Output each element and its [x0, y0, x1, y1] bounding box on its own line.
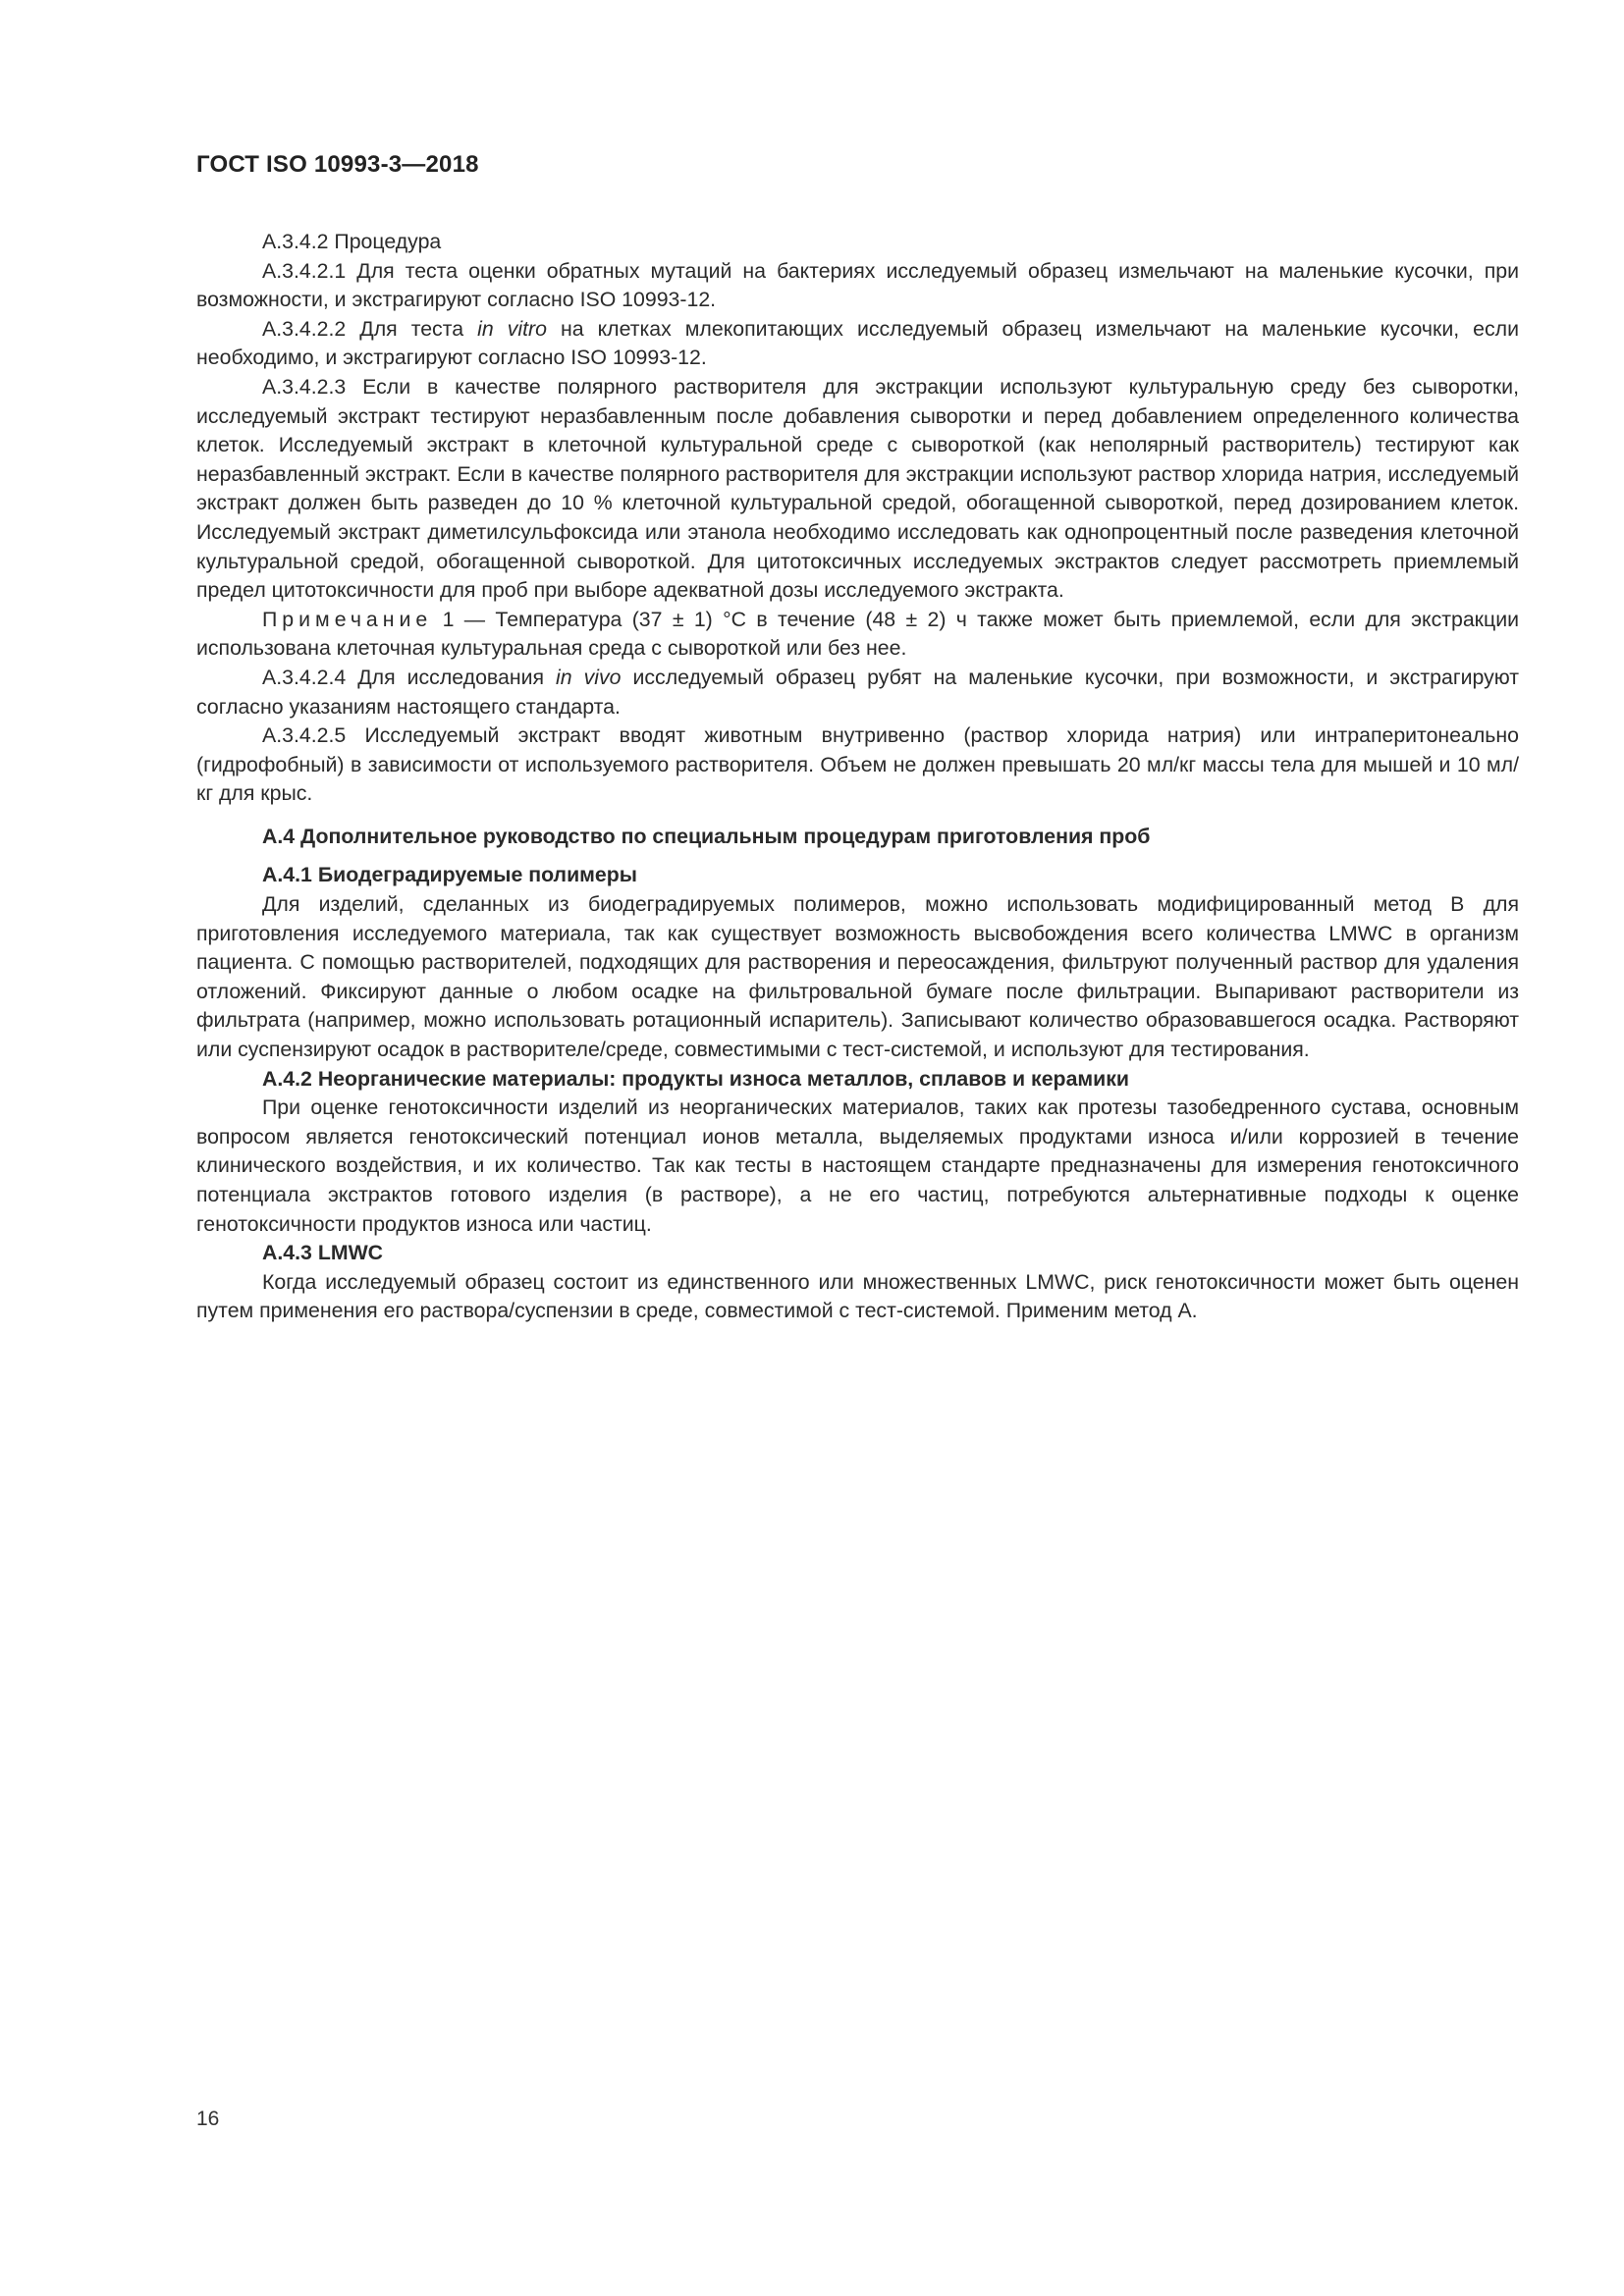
paragraph-a43: Когда исследуемый образец состоит из единственного или множественных LMWC, риск генотоксичности может быть оценен путем применения его раствора/суспензии в среде, совместимой с тест-системой. Применим метод А. [196, 1269, 1519, 1323]
paragraph-a3422-italic: in vitro [477, 316, 547, 341]
paragraph-a3422-pre: А.3.4.2.2 Для теста [262, 316, 478, 341]
section-a43-heading: А.4.3 LMWC [262, 1241, 384, 1265]
note-text: 1 — Температура (37 ± 1) °С в течение (48 ± 2) ч также может быть приемлемой, если для экстракции использована клеточная культуральная среда с сывороткой или без нее. [196, 607, 1519, 661]
paragraph-a3424-italic: in vivo [556, 665, 622, 689]
paragraph-a3423: А.3.4.2.3 Если в качестве полярного растворителя для экстракции используют культуральную среду без сыворотки, исследуемый экстракт тестируют неразбавленным после добавления сыворотки и перед добавлением определенного количества клеток. Исследуемый экстракт в клеточной культуральной среде с сывороткой (как неполярный растворитель) тестируют как неразбавленный экстракт. Если в качестве полярного растворителя для экстракции используют раствор хлорида натрия, исследуемый экстракт должен быть разведен до 10 % клеточной культуральной средой, обогащенной сывороткой, перед дозированием клеток. Исследуемый экстракт диметилсульфоксида или этанола необходимо исследовать как однопроцентный после разведения клеточной культуральной средой, обогащенной сывороткой. Для цитотоксичных исследуемых экстрактов следует рассмотреть приемлемый предел цитотоксичности для проб при выборе адекватной дозы исследуемого экстракта. [196, 374, 1519, 603]
document-body [196, 228, 1519, 1326]
section-a41-heading: А.4.1 Биодеградируемые полимеры [262, 863, 637, 887]
section-a342-title: А.3.4.2 Процедура [262, 230, 442, 253]
paragraph-a3424-post: исследуемый образец рубят на маленькие кусочки, при возможности, и экстрагируют согласно указаниям настоящего стандарта. [196, 665, 1519, 719]
document-header: ГОСТ ISO 10993-3—2018 [196, 151, 479, 178]
paragraph-a41: Для изделий, сделанных из биодеградируемых полимеров, можно использовать модифицированный метод В для приготовления исследуемого материала, так как существует возможность высвобождения всего количества LMWC в организм пациента. С помощью растворителей, подходящих для растворения и переосаждения, фильтруют полученный раствор для удаления отложений. Фиксируют данные о любом осадке на фильтровальной бумаге после фильтрации. Выпаривают растворители из фильтрата (например, можно использовать ротационный испаритель). Записывают количество образовавшегося осадка. Растворяют или суспензируют осадок в растворителе/среде, совместимыми с тест-системой, и используют для тестирования. [196, 892, 1519, 1062]
paragraph-a42: При оценке генотоксичности изделий из неорганических материалов, таких как протезы тазобедренного сустава, основным вопросом является генотоксический потенциал ионов металла, выделяемых продуктами износа и/или коррозией в течение клинического воздействия, и их количество. Так как тесты в настоящем стандарте предназначены для измерения генотоксичного потенциала экстрактов готового изделия (в растворе), а не его частиц, потребуются альтернативные подходы к оценке генотоксичности продуктов износа или частиц. [196, 1095, 1519, 1236]
paragraph-a3421: А.3.4.2.1 Для теста оценки обратных мутаций на бактериях исследуемый образец измельчают на маленькие кусочки, при возможности, и экстрагируют согласно ISO 10993-12. [196, 258, 1519, 312]
page-number: 16 [196, 2108, 220, 2130]
note-1 [196, 606, 1519, 664]
paragraph-a3424 [196, 664, 1519, 721]
note-label: Примечание [262, 607, 433, 631]
paragraph-a3425: А.3.4.2.5 Исследуемый экстракт вводят животным внутривенно (раствор хлорида натрия) или интраперитонеально (гидрофобный) в зависимости от используемого растворителя. Объем не должен превышать 20 мл/кг массы тела для мышей и 10 мл/кг для крыс. [196, 723, 1519, 806]
section-a42-heading: А.4.2 Неорганические материалы: продукты износа металлов, сплавов и керамики [262, 1066, 1130, 1091]
paragraph-a3422 [196, 315, 1519, 373]
section-a4-heading: А.4 Дополнительное руководство по специальным процедурам приготовления проб [262, 824, 1151, 848]
paragraph-a3422-post: на клетках млекопитающих исследуемый образец измельчают на маленькие кусочки, если необходимо, и экстрагируют согласно ISO 10993-12. [196, 316, 1519, 370]
paragraph-a3424-pre: А.3.4.2.4 Для исследования [262, 665, 557, 689]
